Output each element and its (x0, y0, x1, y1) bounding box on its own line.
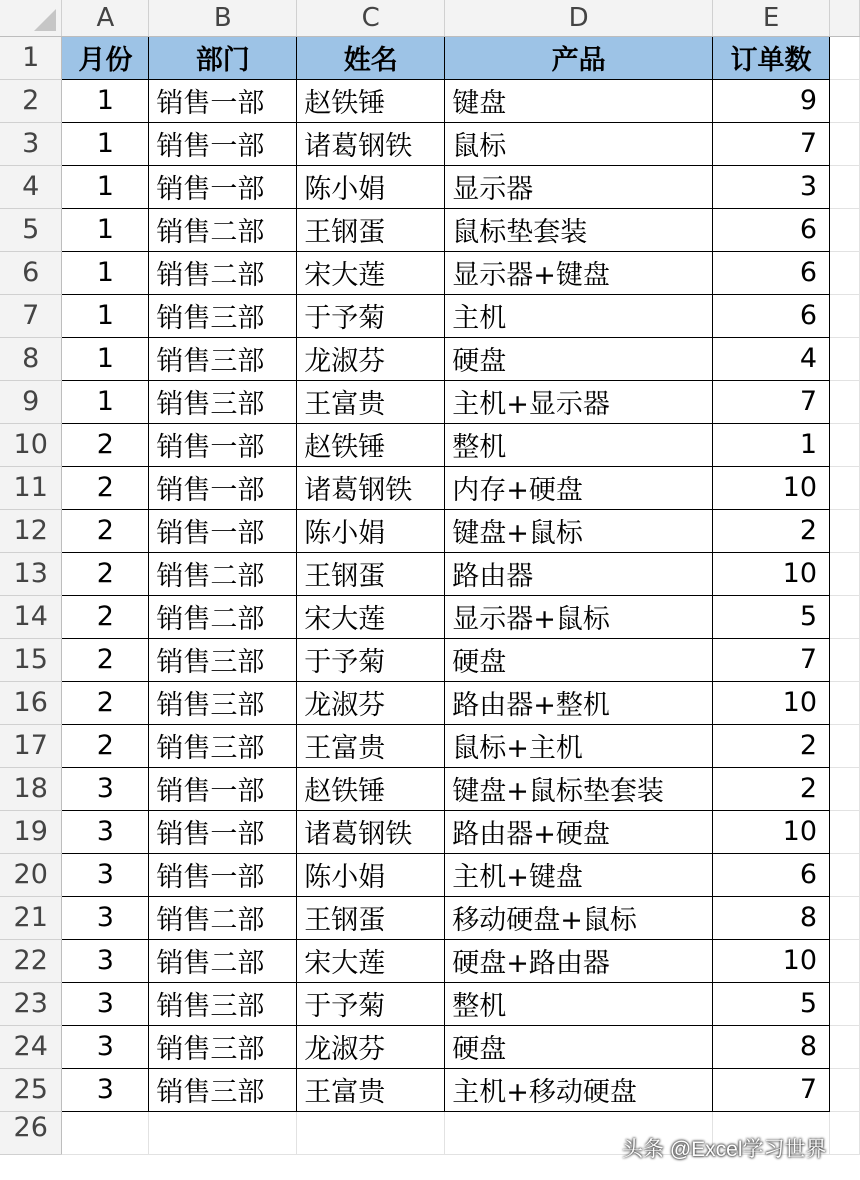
row-header[interactable]: 21 (0, 896, 62, 939)
column-header-d[interactable]: D (445, 0, 713, 36)
orders-cell[interactable]: 2 (713, 509, 830, 552)
row-header[interactable]: 1 (0, 36, 62, 79)
table-row (0, 724, 860, 767)
row-header[interactable]: 24 (0, 1025, 62, 1068)
name-cell[interactable]: 王富贵 (297, 380, 445, 423)
month-cell[interactable]: 1 (62, 294, 149, 337)
department-cell[interactable]: 销售一部 (149, 767, 297, 810)
month-cell[interactable]: 3 (62, 1068, 149, 1111)
month-cell[interactable]: 1 (62, 251, 149, 294)
department-cell[interactable]: 销售三部 (149, 1068, 297, 1111)
empty-cell[interactable] (830, 36, 860, 79)
orders-cell[interactable]: 6 (713, 853, 830, 896)
orders-cell[interactable]: 5 (713, 595, 830, 638)
product-cell[interactable]: 整机 (445, 423, 713, 466)
orders-cell[interactable]: 10 (713, 681, 830, 724)
name-cell[interactable]: 于予菊 (297, 294, 445, 337)
table-row (0, 466, 860, 509)
name-cell[interactable]: 陈小娟 (297, 853, 445, 896)
department-cell[interactable]: 销售一部 (149, 423, 297, 466)
department-cell[interactable]: 销售二部 (149, 251, 297, 294)
row-header[interactable]: 16 (0, 681, 62, 724)
orders-cell[interactable]: 2 (713, 767, 830, 810)
month-cell[interactable]: 2 (62, 595, 149, 638)
orders-cell[interactable]: 8 (713, 1025, 830, 1068)
department-cell[interactable]: 销售二部 (149, 939, 297, 982)
select-all-triangle-icon (34, 9, 56, 31)
orders-cell[interactable]: 6 (713, 208, 830, 251)
orders-cell[interactable]: 1 (713, 423, 830, 466)
name-cell[interactable]: 王钢蛋 (297, 552, 445, 595)
product-cell[interactable]: 内存+硬盘 (445, 466, 713, 509)
watermark-text: 头条 @Excel学习世界 (622, 1138, 827, 1161)
name-cell[interactable]: 诸葛钢铁 (297, 466, 445, 509)
table-row (0, 982, 860, 1025)
department-cell[interactable]: 销售一部 (149, 165, 297, 208)
month-cell[interactable]: 3 (62, 939, 149, 982)
empty-cell[interactable] (830, 681, 860, 724)
empty-cell[interactable] (830, 724, 860, 767)
column-header-c[interactable]: C (297, 0, 445, 36)
product-cell[interactable]: 硬盘 (445, 1025, 713, 1068)
table-row (0, 552, 860, 595)
empty-cell[interactable] (830, 509, 860, 552)
product-cell[interactable]: 路由器 (445, 552, 713, 595)
product-cell[interactable]: 显示器+鼠标 (445, 595, 713, 638)
orders-cell[interactable]: 8 (713, 896, 830, 939)
product-cell[interactable]: 主机+移动硬盘 (445, 1068, 713, 1111)
department-cell[interactable]: 销售三部 (149, 681, 297, 724)
department-cell[interactable]: 销售三部 (149, 337, 297, 380)
header-product[interactable]: 产品 (445, 36, 713, 79)
empty-cell[interactable] (830, 1111, 860, 1154)
empty-cell[interactable] (297, 1111, 445, 1154)
row-header[interactable]: 3 (0, 122, 62, 165)
table-row (0, 1025, 860, 1068)
month-cell[interactable]: 1 (62, 337, 149, 380)
empty-cell[interactable] (830, 595, 860, 638)
department-cell[interactable]: 销售三部 (149, 982, 297, 1025)
month-cell[interactable]: 2 (62, 724, 149, 767)
row-header[interactable]: 15 (0, 638, 62, 681)
table-header-row (0, 36, 860, 79)
name-cell[interactable]: 王富贵 (297, 1068, 445, 1111)
month-cell[interactable]: 1 (62, 165, 149, 208)
row-header[interactable]: 7 (0, 294, 62, 337)
name-cell[interactable]: 诸葛钢铁 (297, 810, 445, 853)
row-header[interactable]: 26 (0, 1111, 62, 1154)
row-header[interactable]: 13 (0, 552, 62, 595)
department-cell[interactable]: 销售一部 (149, 853, 297, 896)
month-cell[interactable]: 3 (62, 767, 149, 810)
empty-cell[interactable] (830, 208, 860, 251)
empty-cell[interactable] (830, 466, 860, 509)
month-cell[interactable]: 3 (62, 1025, 149, 1068)
table-row (0, 810, 860, 853)
product-cell[interactable]: 键盘+鼠标垫套装 (445, 767, 713, 810)
product-cell[interactable]: 键盘+鼠标 (445, 509, 713, 552)
table-row (0, 509, 860, 552)
month-cell[interactable]: 2 (62, 681, 149, 724)
row-header[interactable]: 11 (0, 466, 62, 509)
row-header[interactable]: 20 (0, 853, 62, 896)
row-header[interactable]: 2 (0, 79, 62, 122)
empty-cell[interactable] (830, 1025, 860, 1068)
product-cell[interactable]: 路由器+整机 (445, 681, 713, 724)
select-all-button[interactable] (0, 0, 62, 36)
row-header[interactable]: 25 (0, 1068, 62, 1111)
month-cell[interactable]: 2 (62, 509, 149, 552)
department-cell[interactable]: 销售三部 (149, 1025, 297, 1068)
orders-cell[interactable]: 7 (713, 638, 830, 681)
name-cell[interactable]: 于予菊 (297, 982, 445, 1025)
orders-cell[interactable]: 10 (713, 552, 830, 595)
header-month[interactable]: 月份 (62, 36, 149, 79)
empty-cell[interactable] (830, 423, 860, 466)
orders-cell[interactable]: 4 (713, 337, 830, 380)
month-cell[interactable]: 3 (62, 982, 149, 1025)
name-cell[interactable]: 于予菊 (297, 638, 445, 681)
department-cell[interactable]: 销售三部 (149, 724, 297, 767)
month-cell[interactable]: 2 (62, 638, 149, 681)
department-cell[interactable]: 销售一部 (149, 79, 297, 122)
product-cell[interactable]: 硬盘 (445, 337, 713, 380)
row-header[interactable]: 10 (0, 423, 62, 466)
name-cell[interactable]: 龙淑芬 (297, 681, 445, 724)
orders-cell[interactable]: 9 (713, 79, 830, 122)
product-cell[interactable]: 鼠标 (445, 122, 713, 165)
orders-cell[interactable]: 7 (713, 380, 830, 423)
empty-cell[interactable] (830, 552, 860, 595)
column-header-row (0, 0, 860, 36)
empty-cell[interactable] (830, 1068, 860, 1111)
product-cell[interactable]: 硬盘+路由器 (445, 939, 713, 982)
row-header[interactable]: 14 (0, 595, 62, 638)
empty-cell[interactable] (830, 853, 860, 896)
column-header-e[interactable]: E (713, 0, 830, 36)
name-cell[interactable]: 诸葛钢铁 (297, 122, 445, 165)
month-cell[interactable]: 2 (62, 423, 149, 466)
department-cell[interactable]: 销售一部 (149, 509, 297, 552)
name-cell[interactable]: 王富贵 (297, 724, 445, 767)
product-cell[interactable]: 鼠标垫套装 (445, 208, 713, 251)
table-row (0, 122, 860, 165)
row-header[interactable]: 23 (0, 982, 62, 1025)
orders-cell[interactable]: 10 (713, 939, 830, 982)
table-row (0, 767, 860, 810)
table-row (0, 79, 860, 122)
empty-cell[interactable] (830, 939, 860, 982)
orders-cell[interactable]: 6 (713, 294, 830, 337)
table-row (0, 1068, 860, 1111)
department-cell[interactable]: 销售二部 (149, 552, 297, 595)
name-cell[interactable]: 龙淑芬 (297, 1025, 445, 1068)
department-cell[interactable]: 销售二部 (149, 208, 297, 251)
table-row (0, 853, 860, 896)
row-header[interactable]: 4 (0, 165, 62, 208)
name-cell[interactable]: 赵铁锤 (297, 79, 445, 122)
name-cell[interactable]: 陈小娟 (297, 509, 445, 552)
product-cell[interactable]: 主机+键盘 (445, 853, 713, 896)
column-header-a[interactable]: A (62, 0, 149, 36)
name-cell[interactable]: 宋大莲 (297, 251, 445, 294)
name-cell[interactable]: 赵铁锤 (297, 767, 445, 810)
department-cell[interactable]: 销售三部 (149, 380, 297, 423)
month-cell[interactable]: 1 (62, 79, 149, 122)
month-cell[interactable]: 3 (62, 853, 149, 896)
empty-cell[interactable] (62, 1111, 149, 1154)
name-cell[interactable]: 王钢蛋 (297, 208, 445, 251)
table-row (0, 165, 860, 208)
product-cell[interactable]: 硬盘 (445, 638, 713, 681)
table-row (0, 251, 860, 294)
product-cell[interactable]: 路由器+硬盘 (445, 810, 713, 853)
row-header[interactable]: 6 (0, 251, 62, 294)
orders-cell[interactable]: 7 (713, 1068, 830, 1111)
column-header-f[interactable] (830, 0, 860, 36)
row-header[interactable]: 19 (0, 810, 62, 853)
product-cell[interactable]: 主机+显示器 (445, 380, 713, 423)
product-cell[interactable]: 显示器+键盘 (445, 251, 713, 294)
department-cell[interactable]: 销售一部 (149, 810, 297, 853)
empty-cell[interactable] (830, 896, 860, 939)
department-cell[interactable]: 销售二部 (149, 896, 297, 939)
product-cell[interactable]: 鼠标+主机 (445, 724, 713, 767)
empty-cell[interactable] (830, 122, 860, 165)
table-row (0, 337, 860, 380)
department-cell[interactable]: 销售三部 (149, 638, 297, 681)
empty-cell[interactable] (830, 638, 860, 681)
product-cell[interactable]: 键盘 (445, 79, 713, 122)
department-cell[interactable]: 销售一部 (149, 466, 297, 509)
empty-cell[interactable] (830, 767, 860, 810)
product-cell[interactable]: 整机 (445, 982, 713, 1025)
month-cell[interactable]: 1 (62, 208, 149, 251)
table-row (0, 896, 860, 939)
orders-cell[interactable]: 3 (713, 165, 830, 208)
month-cell[interactable]: 3 (62, 896, 149, 939)
name-cell[interactable]: 宋大莲 (297, 595, 445, 638)
empty-cell[interactable] (830, 380, 860, 423)
column-header-b[interactable]: B (149, 0, 297, 36)
table-row (0, 595, 860, 638)
month-cell[interactable]: 1 (62, 380, 149, 423)
name-cell[interactable]: 宋大莲 (297, 939, 445, 982)
empty-cell[interactable] (149, 1111, 297, 1154)
empty-cell[interactable] (830, 79, 860, 122)
table-row (0, 638, 860, 681)
orders-cell[interactable]: 6 (713, 251, 830, 294)
orders-cell[interactable]: 5 (713, 982, 830, 1025)
empty-cell[interactable] (830, 294, 860, 337)
row-header[interactable]: 18 (0, 767, 62, 810)
table-row (0, 423, 860, 466)
empty-cell[interactable] (830, 337, 860, 380)
table-row (0, 294, 860, 337)
orders-cell[interactable]: 10 (713, 810, 830, 853)
table-row (0, 208, 860, 251)
month-cell[interactable]: 2 (62, 552, 149, 595)
empty-cell[interactable] (830, 251, 860, 294)
row-header[interactable]: 5 (0, 208, 62, 251)
header-orders[interactable]: 订单数 (713, 36, 830, 79)
row-header[interactable]: 22 (0, 939, 62, 982)
orders-cell[interactable]: 2 (713, 724, 830, 767)
month-cell[interactable]: 2 (62, 466, 149, 509)
name-cell[interactable]: 龙淑芬 (297, 337, 445, 380)
table-row (0, 681, 860, 724)
product-cell[interactable]: 移动硬盘+鼠标 (445, 896, 713, 939)
table-row (0, 380, 860, 423)
product-cell[interactable]: 显示器 (445, 165, 713, 208)
orders-cell[interactable]: 10 (713, 466, 830, 509)
department-cell[interactable]: 销售二部 (149, 595, 297, 638)
row-header[interactable]: 9 (0, 380, 62, 423)
month-cell[interactable]: 1 (62, 122, 149, 165)
department-cell[interactable]: 销售三部 (149, 294, 297, 337)
month-cell[interactable]: 3 (62, 810, 149, 853)
row-header[interactable]: 12 (0, 509, 62, 552)
empty-cell[interactable] (830, 165, 860, 208)
name-cell[interactable]: 王钢蛋 (297, 896, 445, 939)
department-cell[interactable]: 销售一部 (149, 122, 297, 165)
header-name[interactable]: 姓名 (297, 36, 445, 79)
row-header[interactable]: 8 (0, 337, 62, 380)
header-department[interactable]: 部门 (149, 36, 297, 79)
orders-cell[interactable]: 7 (713, 122, 830, 165)
name-cell[interactable]: 赵铁锤 (297, 423, 445, 466)
product-cell[interactable]: 主机 (445, 294, 713, 337)
empty-cell[interactable] (830, 810, 860, 853)
name-cell[interactable]: 陈小娟 (297, 165, 445, 208)
table-row (0, 939, 860, 982)
empty-cell[interactable] (830, 982, 860, 1025)
row-header[interactable]: 17 (0, 724, 62, 767)
